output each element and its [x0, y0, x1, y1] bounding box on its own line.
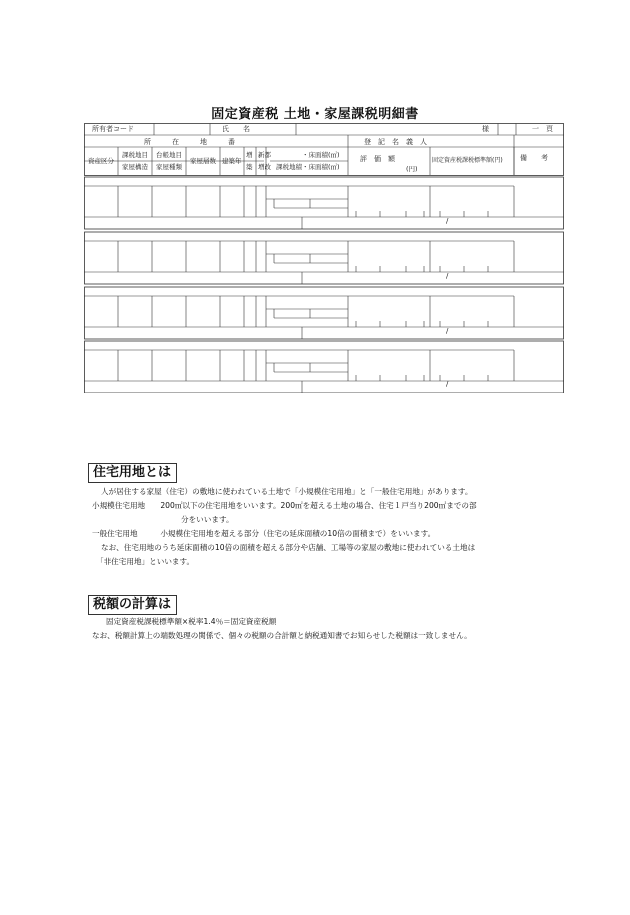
paragraph: 分をいいます。 [181, 515, 234, 524]
paragraph: 「非住宅用地」といいます。 [96, 557, 195, 566]
split-a-header: 増 [246, 151, 253, 159]
paragraph: 小規模住宅用地 200㎡以下の住宅用地をいいます。200㎡を超える土地の場合、住宅１戸当り200㎡までの部 [92, 501, 477, 510]
grid-frame [85, 287, 564, 339]
paragraph: なお、住宅用地のうち延床面積の10倍の面積を超える部分や店舗、工場等の家屋の敷地に使われている土地は [101, 543, 476, 552]
paragraph: 人が居住する家屋（住宅）の敷地に使われている土地で「小規模住宅用地」と「一般住宅用地」があります。 [101, 487, 473, 496]
slash-mark: / [446, 217, 449, 225]
owner-code-label: 所有者コード [92, 125, 134, 133]
paragraph: 一般住宅用地 小規模住宅用地を超える部分（住宅の延床面積の10倍の面積まで）をいいます。 [92, 529, 436, 538]
tax-calculation-section [88, 593, 177, 612]
page-label: 一 頁 [532, 125, 553, 133]
honorific-label: 様 [482, 125, 489, 133]
grid-frame [85, 177, 564, 229]
tax-category-header: 課税地目 [122, 151, 148, 159]
section-heading: 住宅用地とは [88, 463, 177, 483]
taxable-area-header: 課税地積・床面積(㎡) [276, 163, 340, 171]
house-type-header: 家屋種類 [156, 163, 182, 171]
appraisal-header: 評 価 額 [360, 155, 395, 163]
split-b-header: 築 [246, 163, 253, 171]
slash-mark: / [446, 327, 449, 335]
asset-class-header: 資産区分 [88, 157, 114, 165]
location-label: 所 在 地 番 [144, 138, 235, 146]
new-header: 新都 [258, 151, 271, 159]
floor-area-header: ・床面積(㎡) [302, 151, 340, 159]
renov-header: 増改 [258, 163, 271, 171]
registered-name-label: 登 記 名 義 人 [364, 138, 427, 146]
grid-frame [85, 232, 564, 284]
grid-frame [85, 341, 564, 393]
yen-label: (円) [406, 165, 418, 173]
ledger-category-header: 台帳地目 [156, 151, 182, 159]
remarks-header: 備 考 [520, 154, 548, 162]
paragraph: 固定資産税課税標準額×税率1.4％＝固定資産税額 [106, 617, 277, 626]
floors-header: 家屋層数 [190, 157, 216, 165]
document-title: 固定資産税 土地・家屋課税明細書 [211, 107, 419, 122]
built-year-header: 建築年 [222, 157, 242, 165]
residential-land-section [88, 461, 177, 480]
paragraph: なお、税額計算上の端数処理の関係で、個々の税額の合計額と納税通知書でお知らせした税額は一致しません。 [92, 631, 472, 640]
slash-mark: / [446, 272, 449, 280]
structure-header: 家屋構造 [122, 163, 148, 171]
name-label: 氏 名 [222, 125, 250, 133]
tax-detail-form [84, 123, 564, 393]
section-heading: 税額の計算は [88, 595, 177, 615]
tax-standard-header: 固定資産税課税標準額(円) [432, 157, 503, 164]
slash-mark: / [446, 380, 449, 388]
